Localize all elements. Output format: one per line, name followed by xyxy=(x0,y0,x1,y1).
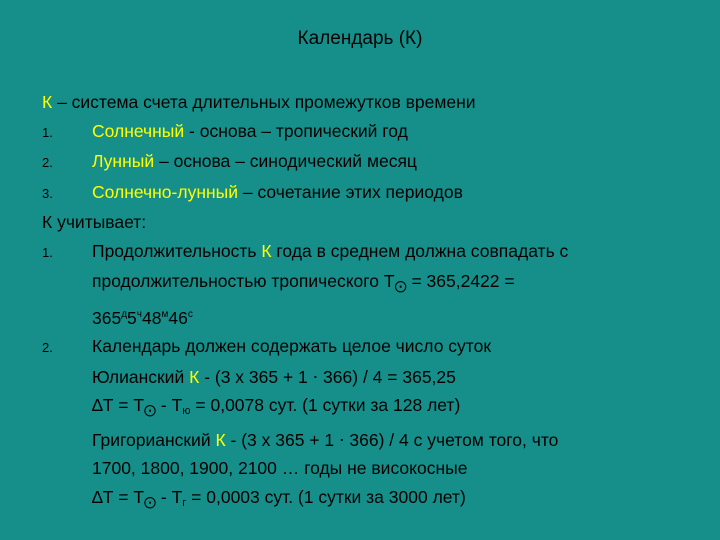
minutes-value: 48 xyxy=(142,307,162,328)
sun-symbol: ⨀ xyxy=(144,494,157,509)
item-number: 2. xyxy=(42,155,53,170)
point-2-text: Календарь должен содержать целое число суток xyxy=(92,336,492,356)
k-letter: К xyxy=(189,366,200,387)
minutes-unit: м xyxy=(161,308,169,320)
sun-symbol: ⨀ xyxy=(144,403,157,417)
point-1-text-end: года в среднем должна совпадать с xyxy=(271,240,569,261)
delta-text: - Т xyxy=(156,395,183,415)
delta-subscript: ю xyxy=(182,405,191,417)
days-unit: д xyxy=(121,308,128,320)
gregorian-formula: - (3 х 365 + 1 ⋅ 366) / 4 с учетом того, что xyxy=(225,429,559,450)
type-name: Лунный xyxy=(92,151,155,171)
type-name: Солнечный xyxy=(92,120,185,141)
gregorian-delta-line xyxy=(42,483,702,518)
gregorian-line xyxy=(42,426,702,455)
item-number: 2. xyxy=(42,340,53,355)
accounts-line xyxy=(42,208,702,237)
delta-value: = 0,0003 сут. (1 сутки за 3000 лет) xyxy=(186,486,466,507)
k-letter: К xyxy=(215,429,226,450)
point-1-line xyxy=(42,237,702,268)
intro-line xyxy=(42,88,702,117)
point-1-line-3 xyxy=(42,301,702,333)
point-2-line xyxy=(42,332,702,363)
intro-text: – система счета длительных промежутков времени xyxy=(52,92,476,112)
hours-unit: ч xyxy=(136,308,142,320)
tropical-text: продолжительностью тропического Т xyxy=(92,271,395,291)
item-number: 1. xyxy=(42,244,53,260)
tropical-value: = 365,2422 = xyxy=(406,271,515,291)
julian-formula: - (3 х 365 + 1 ⋅ 366) / 4 = 365,25 xyxy=(199,366,456,387)
delta-text: ∆Т = Т xyxy=(92,486,145,507)
type-text: – сочетание этих периодов xyxy=(238,181,463,202)
delta-subscript: г xyxy=(182,496,187,509)
type-name: Солнечно-лунный xyxy=(92,181,238,202)
type-item-lunar xyxy=(42,147,702,178)
gregorian-label: Григорианский xyxy=(92,429,216,450)
gregorian-line-2: 1700, 1800, 1900, 2100 … годы не високосные xyxy=(92,458,468,478)
delta-value: = 0,0078 сут. (1 сутки за 128 лет) xyxy=(190,395,461,415)
delta-text: - Т xyxy=(156,486,183,507)
julian-line xyxy=(42,363,702,392)
k-letter: К xyxy=(42,212,53,232)
accounts-text: учитывает: xyxy=(52,212,147,232)
k-letter: К xyxy=(261,240,272,261)
k-letter: К xyxy=(42,92,53,112)
item-number: 1. xyxy=(42,124,53,140)
type-text: – основа – синодический месяц xyxy=(154,151,417,171)
hours-value: 5 xyxy=(127,307,137,328)
julian-delta-line xyxy=(42,391,702,426)
delta-text: ∆Т = Т xyxy=(92,395,145,415)
type-item-solar xyxy=(42,117,702,148)
sun-symbol: ⨀ xyxy=(394,279,407,293)
point-1-line-2 xyxy=(42,267,702,301)
days-value: 365 xyxy=(92,307,122,328)
item-number: 3. xyxy=(42,185,53,201)
type-text: - основа – тропический год xyxy=(184,120,408,141)
seconds-value: 46 xyxy=(168,307,188,328)
seconds-unit: с xyxy=(187,308,193,320)
point-1-text: Продолжительность xyxy=(92,240,262,261)
julian-label: Юлианский xyxy=(92,366,190,387)
slide-title: Календарь (К) xyxy=(297,28,423,49)
type-item-lunisolar xyxy=(42,178,702,209)
slide-content xyxy=(42,88,702,517)
